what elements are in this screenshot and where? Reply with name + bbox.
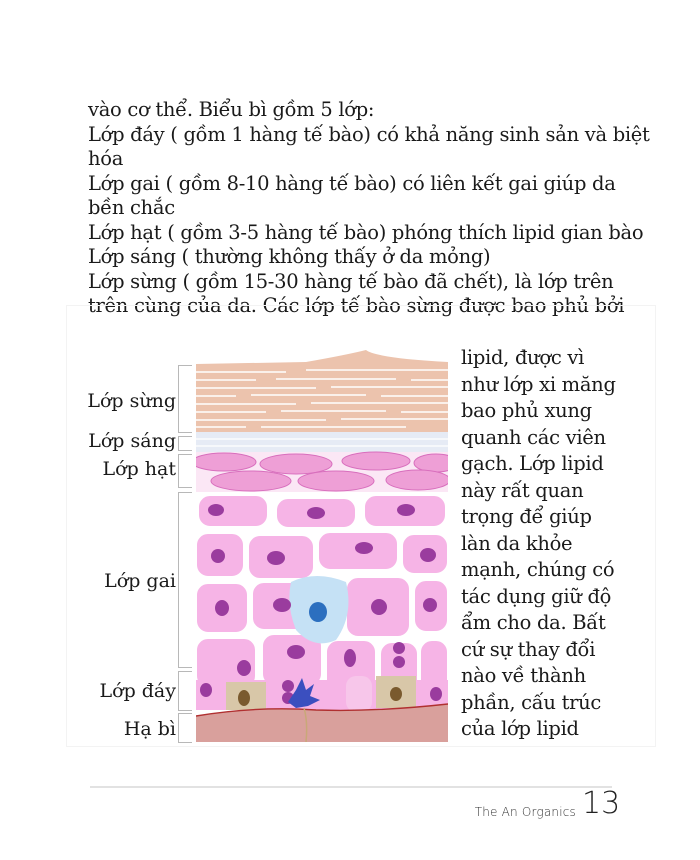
text-line: bao phủ xung bbox=[461, 399, 592, 422]
text-line: hóa bbox=[88, 147, 124, 170]
footer-brand: The An Organics bbox=[474, 805, 576, 819]
footer-divider bbox=[90, 786, 612, 788]
bracket-spinosum bbox=[178, 492, 192, 668]
label-stratum-spinosum: Lớp gai bbox=[104, 570, 176, 592]
text-line: phần, cấu trúc bbox=[461, 690, 602, 714]
text-line: bền chắc bbox=[88, 196, 175, 219]
text-line: mạnh, chúng có bbox=[461, 558, 615, 581]
text-line: làn da khỏe bbox=[461, 531, 573, 555]
body-paragraph bbox=[88, 98, 648, 319]
text-line: trọng để giúp bbox=[461, 505, 592, 528]
bracket-lucidum bbox=[178, 436, 192, 451]
bracket-basale bbox=[178, 671, 192, 711]
text-line: trên cùng của da. Các lớp tế bào sừng được bao phủ bởi bbox=[88, 294, 625, 317]
label-stratum-basale: Lớp đáy bbox=[99, 680, 176, 702]
skin-layers-illustration bbox=[196, 350, 448, 742]
bracket-corneum bbox=[178, 365, 192, 433]
text-line: Lớp sáng ( thường không thấy ở da mỏng) bbox=[88, 245, 491, 268]
side-paragraph bbox=[461, 345, 651, 743]
text-line: vào cơ thể. Biểu bì gồm 5 lớp: bbox=[88, 98, 375, 121]
label-dermis: Hạ bì bbox=[123, 718, 176, 740]
label-stratum-corneum: Lớp sừng bbox=[87, 390, 176, 412]
page-number: 13 bbox=[582, 786, 621, 821]
text-line: ẩm cho da. Bất bbox=[461, 611, 606, 634]
bracket-granulosum bbox=[178, 454, 192, 488]
text-line: Lớp hạt ( gồm 3-5 hàng tế bào) phóng thích lipid gian bào bbox=[88, 220, 644, 244]
label-stratum-granulosum: Lớp hạt bbox=[102, 458, 176, 480]
text-line: của lớp lipid bbox=[461, 717, 579, 740]
label-stratum-lucidum: Lớp sáng bbox=[88, 430, 176, 452]
bracket-dermis bbox=[178, 713, 192, 743]
text-line: này rất quan bbox=[461, 478, 584, 502]
text-line: cứ sự thay đổi bbox=[461, 637, 596, 661]
text-line: như lớp xi măng bbox=[461, 372, 616, 396]
text-line: Lớp đáy ( gồm 1 hàng tế bào) có khả năng sinh sản và biệt bbox=[88, 122, 650, 146]
text-line: Lớp gai ( gồm 8-10 hàng tế bào) có liên kết gai giúp da bbox=[88, 171, 616, 195]
text-line: gạch. Lớp lipid bbox=[461, 452, 604, 475]
text-line: nào về thành bbox=[461, 664, 586, 687]
text-line: tác dụng giữ độ bbox=[461, 584, 612, 608]
text-line: Lớp sừng ( gồm 15-30 hàng tế bào đã chết), là lớp trên bbox=[88, 269, 614, 293]
text-line: quanh các viên bbox=[461, 425, 606, 449]
text-line: lipid, được vì bbox=[461, 346, 585, 369]
